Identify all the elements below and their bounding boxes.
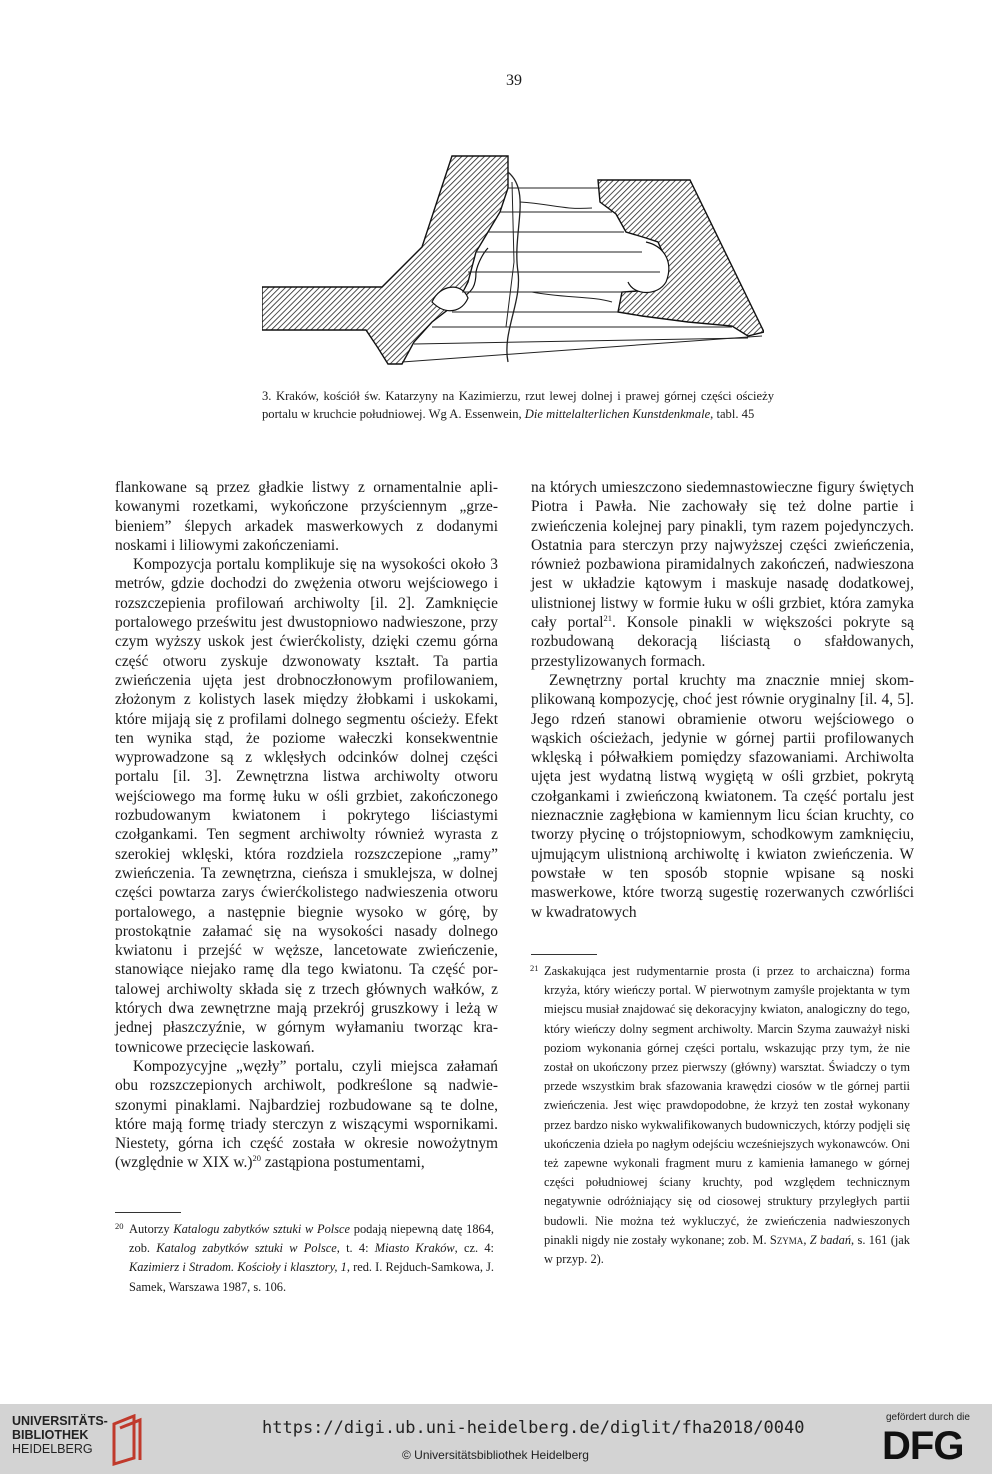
dfg-wordmark: DFG	[882, 1424, 964, 1468]
caption-text: 3. Kraków, kościół św. Katarzyny na Kazimierzu, rzut lewej dolnej i prawej górnej części ościeży portalu w kruchcie południowej. Wg A. Essenwein,	[262, 389, 774, 421]
paragraph: Zewnętrzny portal kruchty ma znacznie mniej skomplikowaną kompozycję, choć jest równie oryginalny [il. 4, 5]. Jego rdzeń stanowi obramienie otworu wejściowego o wąskich ościeżach, jedynie w górnej partii profilowanych wklęską i półwałkiem pomiędzy sfazowaniami. Archiwolta ujęta jest wydatną listwą wygiętą w ośli grzbiet, pokrytą czołgankami i zwieńczoną kwiatonem. Ta część portalu jest nieznacznie zagłębiona w kamiennym licu ścian kruchty, co tworzy płycinę o trójstopniowym, schodkowym zamknięciu, ujmującym ulistnioną archiwoltę i kwiaton zwieńczenia. W powstałe w ten sposób stopnie wpisane są noski maswerkowe, które tworzą sugestię rozerwanych czwórliści w kwadratowych	[531, 671, 914, 921]
paragraph: flankowane są przez gładkie listwy z ornamentalnie aplikowanymi rozetkami, wykończone przyściennym „grzebieniem” ślepych arkadek maswerkowych z dodanymi noskami i liliowymi zakończeniami.	[115, 479, 498, 554]
footnote-mark: 20	[115, 1221, 124, 1231]
figure-caption	[262, 388, 774, 423]
footnote-21: 21 Zaskakująca jest rudymentarnie prosta (i przez to archaiczna) forma krzyża, który wieńczy portal. W pierwotnym zamyśle projektanta w tym miejscu musiał znajdować się dekoracyjny kwiaton, analogiczny do tego, który wieńczy dolny segment archiwolty. Marcin Szyma zauważył niski poziom wykonania górnej części portalu, wskazując przy tym, że nie został on ukończony przez pierwszy (główny) warsztat. Świadczy o tym przede wszystkim brak sfazowania krawędzi ciosów w tle górnej partii zwieńczenia. Jest więc prawdopodobne, że krzyż ten został wykonany przez bardzo nisko wykwalifikowanych budowniczych, którzy podjęli się ukończenia dzieła po nagłym odejściu wcześniejszych wykonawców. Oni też zapewne wykonali fragment muru z kamienia łamanego w górnej części południowej ściany kruchty, pod względem technicznym negatywnie odróżniający się od ciosowej struktury przyległych partii budowli. Nie można też wykluczyć, że zwieńczenia nadwieszonych pinakli nigdy nie zostały wykonane; zob. M. Szyma, Z badań, s. 161 (jak w przyp. 2).	[544, 962, 910, 1269]
page-number: 39	[506, 72, 522, 89]
library-logo[interactable]	[12, 1414, 142, 1466]
caption-text-end: , tabl. 45	[710, 406, 755, 421]
footnote-mark: 21	[530, 963, 539, 973]
paragraph: Kompozycja portalu komplikuje się na wysokości około 3 metrów, gdzie dochodzi do zwężenia otworu wejściowego i rozszczepienia profilowań archiwolty [il. 2]. Zamknięcie portalowego prześwitu jest dwustopniowo nadwieszone, przy czym wyższy uskok jest ćwierćkolisty, dzięki czemu górna część otworu zyskuje dzwonowaty kształt. Ta partia zwieńczenia ujęta jest drobnoczłonowym profilowaniem, złożonym z kolistych lasek między żłobkami i uskokami, które mijają się z profilami dolnego segmentu ościeży. Efekt ten wynika stąd, że poziome wałeczki konsekwentnie wyprowadzone są z wklęsłych odcinków dolnej części portalu [il. 3]. Zewnętrzna listwa archiwolty otworu wejściowego ma formę łuku w ośli grzbiet, zakończonego rozbudowanym kwiatonem i pokrytego liściastymi czołgankami. Ten segment archiwolty również wyrasta z szerokiej wklęski, która rozdziela rozszczepione „ramy” zwieńczenia. Ta zewnętrzna, cieńsza i smuklejsza, w dolnej części powtarza zarys ćwierćkolistego nadwieszenia otworu portalowego, a następnie biegnie wysoko w górę, by prostokątnie załamać się na wysokości nasady dolnego kwiatonu i przejść w węższe, lancetowate zwieńczenie, stanowiące niejako ramę dla tego kwiatonu. Ta część portalowej archiwolty składa się z trzech głównych wałków, z których dwa zewnętrzne mają przekrój gruszkowy i leżą w jednej płaszczyźnie, w górnym wyłamaniu tworząc kratownicowe przecięcie laskowań.	[115, 556, 498, 1056]
author-name: Szyma	[769, 1232, 804, 1247]
footnote-ref-20[interactable]: 20	[252, 1153, 261, 1164]
right-hatched-section	[598, 180, 764, 336]
caption-italic-title: Die mittelalterlichen Kunstdenkmale	[524, 406, 711, 421]
left-hatched-section	[262, 156, 508, 364]
footnote-divider-right	[531, 954, 597, 955]
paragraph: Kompozycyjne „węzły” portalu, czyli miejsca załamań obu rozszczepionych archiwolt, podkreślone są nadwieszonymi pinaklami. Najbardziej rozbudowane są te dolne, które mają formę triady sterczyn z wiszącymi wspornikami. Niestety, górna ich część została w okresie nowożytnym (względnie w XIX w.)$^{20}$ zastąpiona postumentami,	[115, 1057, 498, 1172]
copyright-notice: © Universitätsbibliothek Heidelberg	[402, 1448, 589, 1462]
library-name: UNIVERSITÄTS- BIBLIOTHEK HEIDELBERG	[12, 1414, 108, 1456]
left-text-column	[115, 478, 498, 1173]
library-book-icon	[108, 1414, 148, 1466]
right-text-column	[531, 478, 914, 922]
source-url-link[interactable]: https://digi.ub.uni-heidelberg.de/diglit/fha2018/0040	[262, 1418, 805, 1438]
footer-bar	[0, 1404, 992, 1474]
funded-by-label: gefördert durch die	[886, 1412, 970, 1423]
paragraph: na których umieszczono siedemnastowieczne figury świętych Piotra i Pawła. Nie zachowały się też dolne partie i zwieńczenia kolejnej pary pinakli, tym razem pojedynczych. Ostatnia para sterczyn przy najwyższej części zwieńczenia, również pozbawiona piramidalnych zakończeń, nadwieszona jest w układzie kątowym i maskuje nasadę dodatkowej, ulistnionej listwy w formie łuku w ośli grzbiet, która zamyka cały portal$^{21}$. Konsole pinakli w większości pokryte są rozbudowaną dekoracją liściastą o sfałdowanych, przestylizowanych formach.	[531, 479, 914, 670]
portal-plan-drawing	[262, 152, 764, 372]
footnote-divider-left	[115, 1212, 181, 1213]
footnote-20: 20 Autorzy Katalogu zabytków sztuki w Polsce podają niepewną datę 1864, zob. Katalog zabytków sztuki w Polsce, t. 4: Miasto Kraków, cz. 4: Kazimierz i Stradom. Kościoły i klasztory, 1, red. I. Rejduch-Samkowa, J. Samek, Warszawa 1987, s. 106.	[129, 1220, 494, 1297]
footnote-ref-21[interactable]: 21	[603, 612, 612, 623]
dfg-logo[interactable]	[880, 1412, 980, 1468]
